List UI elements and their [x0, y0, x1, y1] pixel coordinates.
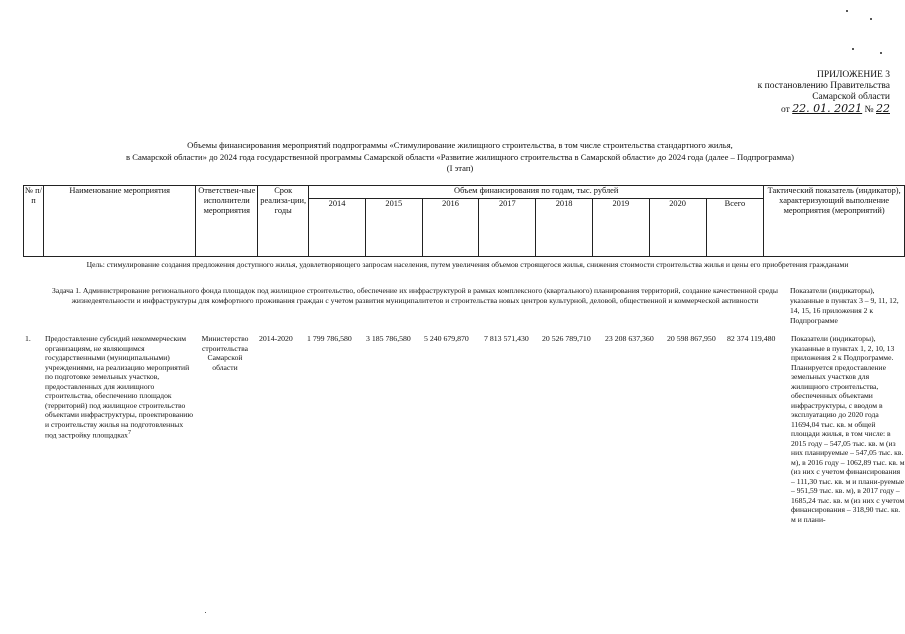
- region-label: Самарской области: [812, 92, 890, 102]
- value-2017: 7 813 571,430: [484, 334, 529, 343]
- measure-indicator: Показатели (индикаторы), указанные в пунктах 1, 2, 10, 13 приложения 2 к Подпрограмме. Планируется предоставление земельных участков для жилищного строительства, обеспеченных объектами инфраструктуры, с вводом в эксплуатацию до 2020 года 11694,04 тыс. кв. м общей площади жилья, в том числе: в 2015 году – 547,05 тыс. кв. м (из них планируемые – 547,05 тыс. кв. м), в 2016 году – 1062,89 тыс. кв. м (из них с учетом финансирования – 111,30 тыс. кв. м и плани-руемые – 951,59 тыс. кв. м), в 2017 году – 1685,24 тыс. кв. м (из них с учетом финансирования – 318,90 тыс. кв. м и плани-: [791, 334, 905, 524]
- scan-speck: [880, 52, 882, 54]
- year-2019: 2019: [592, 199, 649, 257]
- handwritten-number: 22: [876, 102, 890, 115]
- scan-speck: [205, 612, 206, 613]
- responsible-executor: Министерство строительства Самарской области: [201, 334, 249, 372]
- appendix-header: [740, 70, 890, 116]
- goal-text: Цель: стимулирование создания предложения доступного жилья, удовлетворяющего запросам населения, путем увеличения объемов строящегося жилья, снижения стоимости строительства жилья и цены его приобретения гражданами: [86, 260, 849, 269]
- task-indicator: Показатели (индикаторы), указанные в пунктах 3 – 9, 11, 12, 14, 15, 16 приложения 2 к Подпрограмме: [790, 286, 899, 325]
- year-2014: 2014: [309, 199, 366, 257]
- value-2015: 3 185 786,580: [366, 334, 411, 343]
- value-2018: 20 526 789,710: [542, 334, 591, 343]
- scan-speck: [846, 10, 848, 12]
- date-prefix: от: [781, 105, 790, 115]
- year-2016: 2016: [422, 199, 479, 257]
- value-2014: 1 799 786,580: [307, 334, 352, 343]
- year-2018: 2018: [536, 199, 593, 257]
- measure-name: [45, 334, 195, 440]
- col-indicator-header: Тактический показатель (индикатор), характеризующий выполнение мероприятия (мероприятий): [764, 186, 905, 257]
- resolution-label: к постановлению Правительства: [757, 81, 890, 91]
- implementation-period: 2014-2020: [259, 334, 293, 343]
- handwritten-date: 22. 01. 2021: [792, 102, 863, 115]
- year-2020: 2020: [649, 199, 706, 257]
- col-num-header: № п/п: [24, 186, 44, 257]
- year-2017: 2017: [479, 199, 536, 257]
- row-number: 1.: [25, 334, 31, 343]
- value-total: 82 374 119,480: [727, 334, 776, 343]
- col-name-header: Наименование мероприятия: [43, 186, 195, 257]
- title-line-2: в Самарской области» до 2024 года государственной программы Самарской области «Развитие жилищного строительства в Самарской области» до 2024 года (далее – Подпрограмма): [126, 151, 794, 162]
- title-line-3: (I этап): [446, 163, 474, 173]
- number-prefix: №: [864, 105, 874, 115]
- appendix-label: ПРИЛОЖЕНИЕ 3: [816, 70, 890, 80]
- col-resp-header: Ответствен-ные исполнители мероприятия: [196, 186, 258, 257]
- date-number-line: [740, 103, 890, 116]
- task-text: Задача 1. Администрирование регионального фонда площадок под жилищное строительство, обеспечение их инфраструктурой в рамках комплексного (квартального) планирования территорий, создание качественной среды жизнедеятельности и инфраструктуры для комфортного проживания граждан с учетом развития муниципалитетов и строительства новых центров культурной, деловой, общественной и коммерческой активности: [52, 286, 778, 305]
- value-2019: 23 208 637,360: [605, 334, 654, 343]
- col-period-header: Срок реализа-ции, годы: [258, 186, 309, 257]
- measure-name-text: Предоставление субсидий некоммерческим организациям, не являющимся государственными (муниципальными) учреждениями, на реализацию мероприятий по подготовке земельных участков, предоставленных для жилищного строительства, обеспечению площадок (территорий) под жилищное строительство объектами инфраструктуры, проектированию и строительству жилья на подготовленных под застройку площадках: [45, 334, 194, 440]
- document-title: [40, 140, 880, 175]
- value-2020: 20 598 867,950: [667, 334, 716, 343]
- scan-speck: [870, 18, 872, 20]
- col-funding-header: Объем финансирования по годам, тыс. рублей: [309, 186, 764, 199]
- year-2015: 2015: [365, 199, 422, 257]
- year-total: Всего: [706, 199, 764, 257]
- scan-speck: [852, 48, 854, 50]
- funding-table-header: [23, 185, 905, 257]
- value-2016: 5 240 679,870: [424, 334, 469, 343]
- title-line-1: Объемы финансирования мероприятий подпрограммы «Стимулирование жилищного строительства, в том числе строительства стандартного жилья,: [187, 140, 733, 150]
- footnote-mark: 7: [127, 430, 131, 436]
